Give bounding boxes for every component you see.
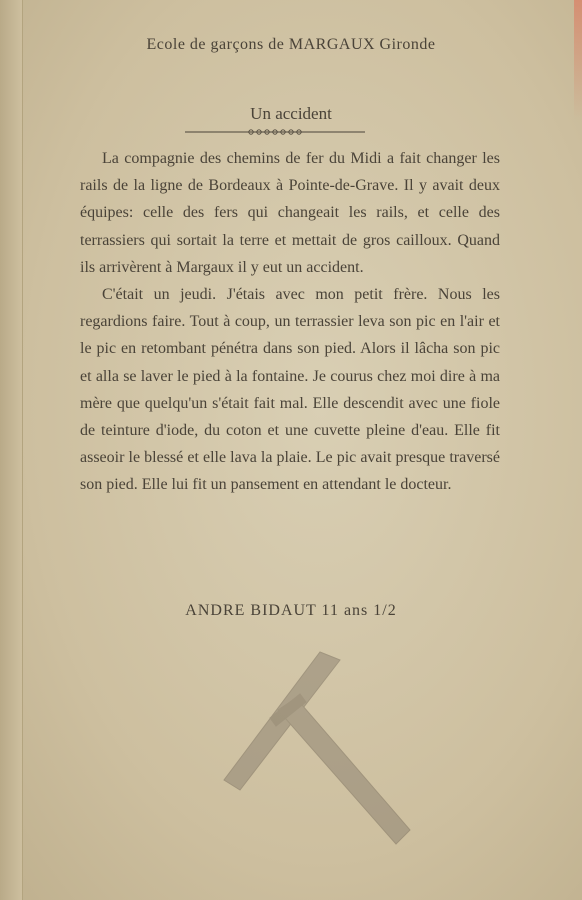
story-text — [80, 145, 500, 499]
page-title: Un accident — [250, 104, 332, 123]
paragraph-2: C'était un jeudi. J'étais avec mon petit frère. Nous les regardions faire. Tout à coup, un terrassier leva son pic en l'air et le pic en retombant pénétra dans son pied. Alors il lâcha son pic et alla se laver le pied à la fontaine. Je courus chez moi dire à ma mère que quelqu'un s'était fait mal. Elle descendit avec une fiole de teinture d'iode, du coton et une cuvette pleine d'eau. Elle fit asseoir le blessé et elle lava la plaie. Le pic avait presque traversé son pied. Elle lui fit un pansement en attendant le docteur. — [80, 286, 500, 494]
pickaxe-stamp-icon — [200, 640, 420, 860]
title-ornament — [185, 128, 365, 136]
page-edge-stain — [574, 0, 582, 120]
paragraph-1: La compagnie des chemins de fer du Midi a fait changer les rails de la ligne de Bordeaux à Pointe-de-Grave. Il y avait deux équipes: celle des fers qui changeait les rails, et celle des terrassiers qui sortait la terre et mettait de gros cailloux. Quand ils arrivèrent à Margaux il y eut un accident. — [80, 150, 500, 276]
school-header: Ecole de garçons de MARGAUX Gironde — [146, 36, 436, 53]
author-signature: ANDRE BIDAUT 11 ans 1/2 — [185, 602, 397, 619]
page-fold — [0, 0, 23, 900]
